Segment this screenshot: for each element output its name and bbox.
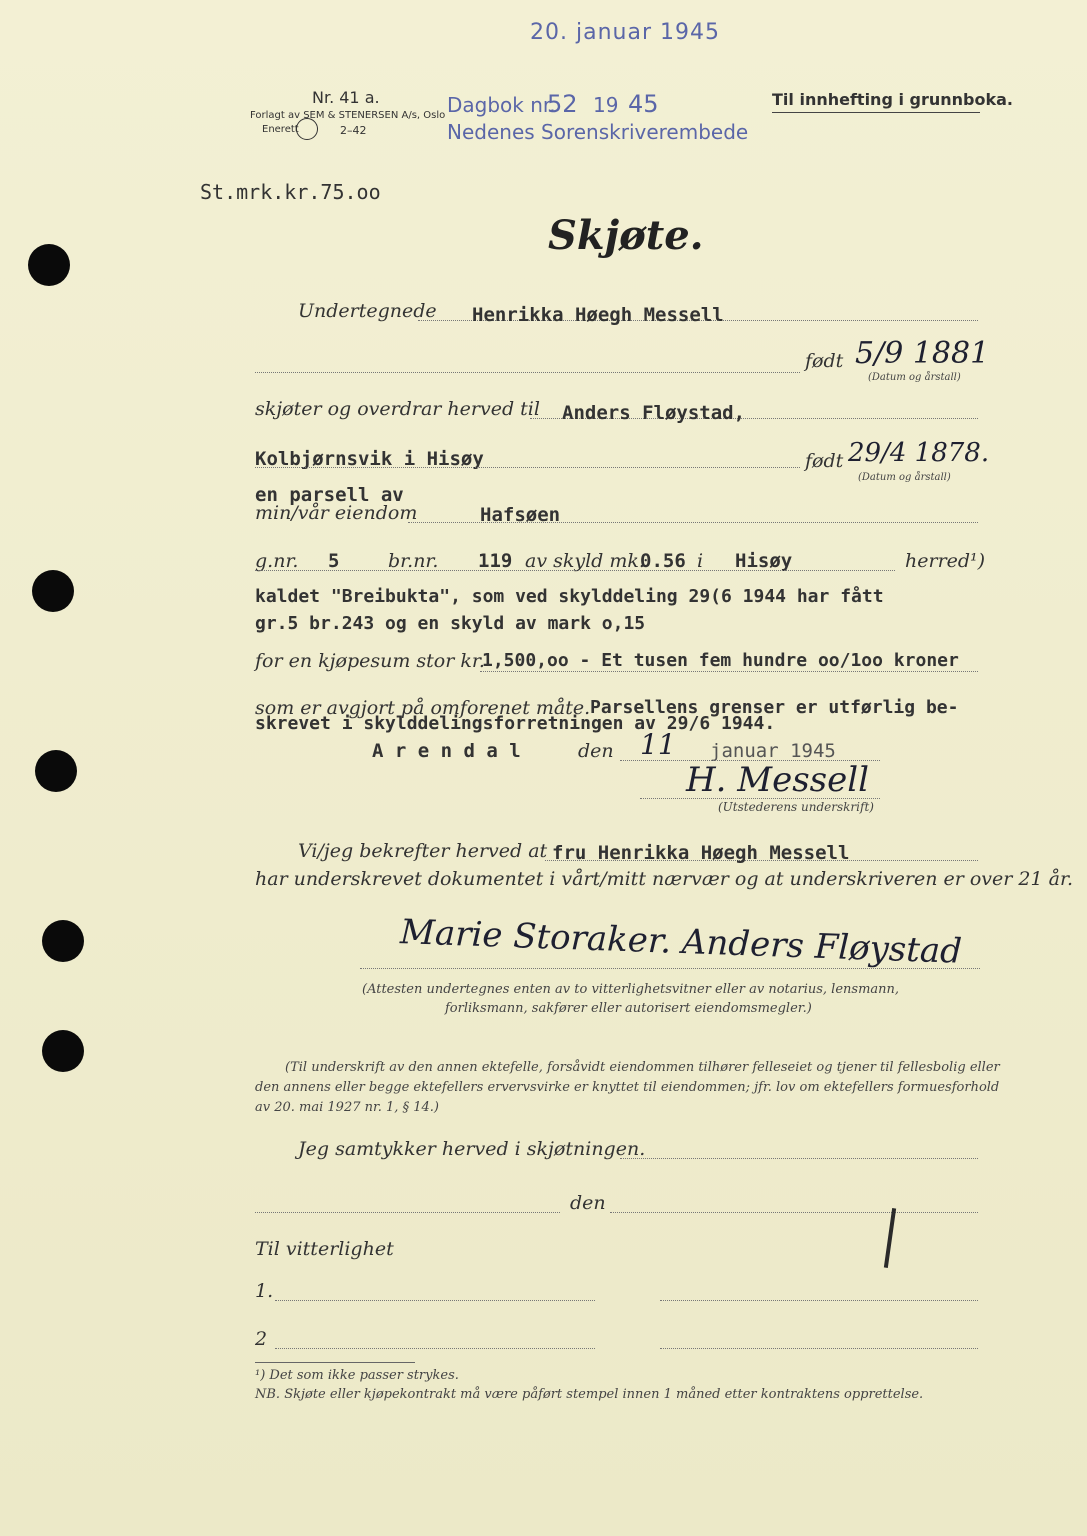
document-title: Skjøte. [548,212,704,259]
footnote-2: NB. Skjøte eller kjøpekontrakt må være påført stempel innen 1 måned etter kontraktens opprettelse. [255,1387,924,1402]
min-var-label: min/vår eiendom [255,502,418,524]
spouse-note-line1: (Til underskrift av den annen ektefelle, forsåvidt eiendommen tilhører felleseiet og tjener til fellesbolig eller [285,1060,1000,1075]
kaldet-line: kaldet "Breibukta", som ved skylddeling 29(6 1944 har fått [255,586,884,607]
punch-hole [35,750,77,792]
attest-line2: har underskrevet dokumentet i vårt/mitt nærvær og at underskriveren er over 21 år. [255,868,1073,890]
publisher-code: 2–42 [340,124,367,137]
brnr-label: br.nr. [388,550,439,572]
herred-label: herred¹) [905,550,986,572]
seller-name: Henrikka Høegh Messell [472,304,724,326]
herred-value: Hisøy [735,550,793,572]
datum-label: (Datum og årstall) [868,372,961,383]
punch-hole [42,1030,84,1072]
stamp-duty: St.mrk.kr.75.oo [200,180,381,204]
skrevet-line: skrevet i skylddelingsforretningen av 29/6 1944. [255,713,776,734]
form-number: Nr. 41 a. [312,88,380,107]
witness-1-label: 1. [255,1280,274,1302]
publisher-enerett: Enerett [262,124,299,135]
attest-note-line1: (Attesten undertegnes enten av to vitterlighetsvitner eller av notarius, lensmann, [362,982,900,997]
spouse-note-line2: den annens eller begge ektefellers ervervsvirke er knyttet til eiendommen; jfr. lov om ektefellers formuesforhold [255,1080,1000,1095]
dagbok-year-suffix: 45 [628,90,659,118]
fodt-label: født [805,350,844,372]
buyer-name: Anders Fløystad, [562,402,746,424]
avgjort-extra: Parsellens grenser er utførlig be- [590,697,959,718]
gnr-value: 5 [328,550,340,572]
punch-hole [32,570,74,612]
den-label: den [578,740,614,762]
consent-den-label: den [570,1192,606,1214]
sign-day: 11 [640,728,676,761]
office-stamp: Nedenes Sorenskriverembede [447,120,749,144]
gnr-label: g.nr. [255,550,299,572]
place: A r e n d a l [372,740,521,762]
dagbok-number: 52 [547,90,578,118]
punch-hole [28,244,70,286]
vitterlighet-label: Til vitterlighet [255,1238,394,1260]
innhefting-label: Til innhefting i grunnboka. [772,90,1013,109]
fodt-label-2: født [805,450,844,472]
seller-signature: H. Messell [686,760,869,800]
dagbok-year-prefix: 19 [593,93,619,117]
kjopesum-value: 1,500,oo - Et tusen fem hundre oo/1oo kroner [482,650,959,671]
avgjort-label: som er avgjort på omforenet måte. [255,697,591,719]
attest-name: fru Henrikka Høegh Messell [552,842,850,864]
i-label: i [697,550,704,572]
property-name: Hafsøen [480,504,561,526]
brnr-value: 119 [478,550,513,572]
attest-label: Vi/jeg bekrefter herved at [298,840,548,862]
kjopesum-label: for en kjøpesum stor kr. [255,650,485,672]
buyer-birthdate: 29/4 1878. [848,438,990,468]
buyer-address: Kolbjørnsvik i Hisøy [255,448,484,470]
footnote-1: ¹) Det som ikke passer strykes. [255,1368,459,1383]
date-stamp: 20. januar 1945 [530,20,720,45]
spouse-note-line3: av 20. mai 1927 nr. 1, § 14.) [255,1100,439,1115]
utsteder-label: (Utstederens underskrift) [718,800,874,814]
witness-signatures: Marie Storaker. Anders Fløystad [399,912,963,972]
undertegnede-label: Undertegnede [298,300,437,322]
publisher-logo-icon [296,118,318,140]
witness-2-label: 2 [255,1328,268,1350]
skyld-label: av skyld mk. [525,550,645,572]
matrikkel-line: gr.5 br.243 og en skyld av mark o,15 [255,613,646,634]
dagbok-label: Dagbok nr. [447,93,556,117]
attest-note-line2: forliksmann, sakfører eller autorisert eiendomsmegler.) [445,1001,812,1016]
sign-month-year: januar 1945 [710,740,836,762]
publisher-line: Forlagt av SEM & STENERSEN A/s, Oslo [250,110,446,121]
punch-hole [42,920,84,962]
skyld-value: 0.56 [640,550,686,572]
parsell-text: en parsell av [255,484,404,506]
skjoter-label: skjøter og overdrar herved til [255,398,540,420]
initials-mark [884,1208,896,1268]
seller-birthdate: 5/9 1881 [855,336,990,371]
datum-label-2: (Datum og årstall) [858,472,951,483]
consent-text: Jeg samtykker herved i skjøtningen. [298,1138,646,1160]
